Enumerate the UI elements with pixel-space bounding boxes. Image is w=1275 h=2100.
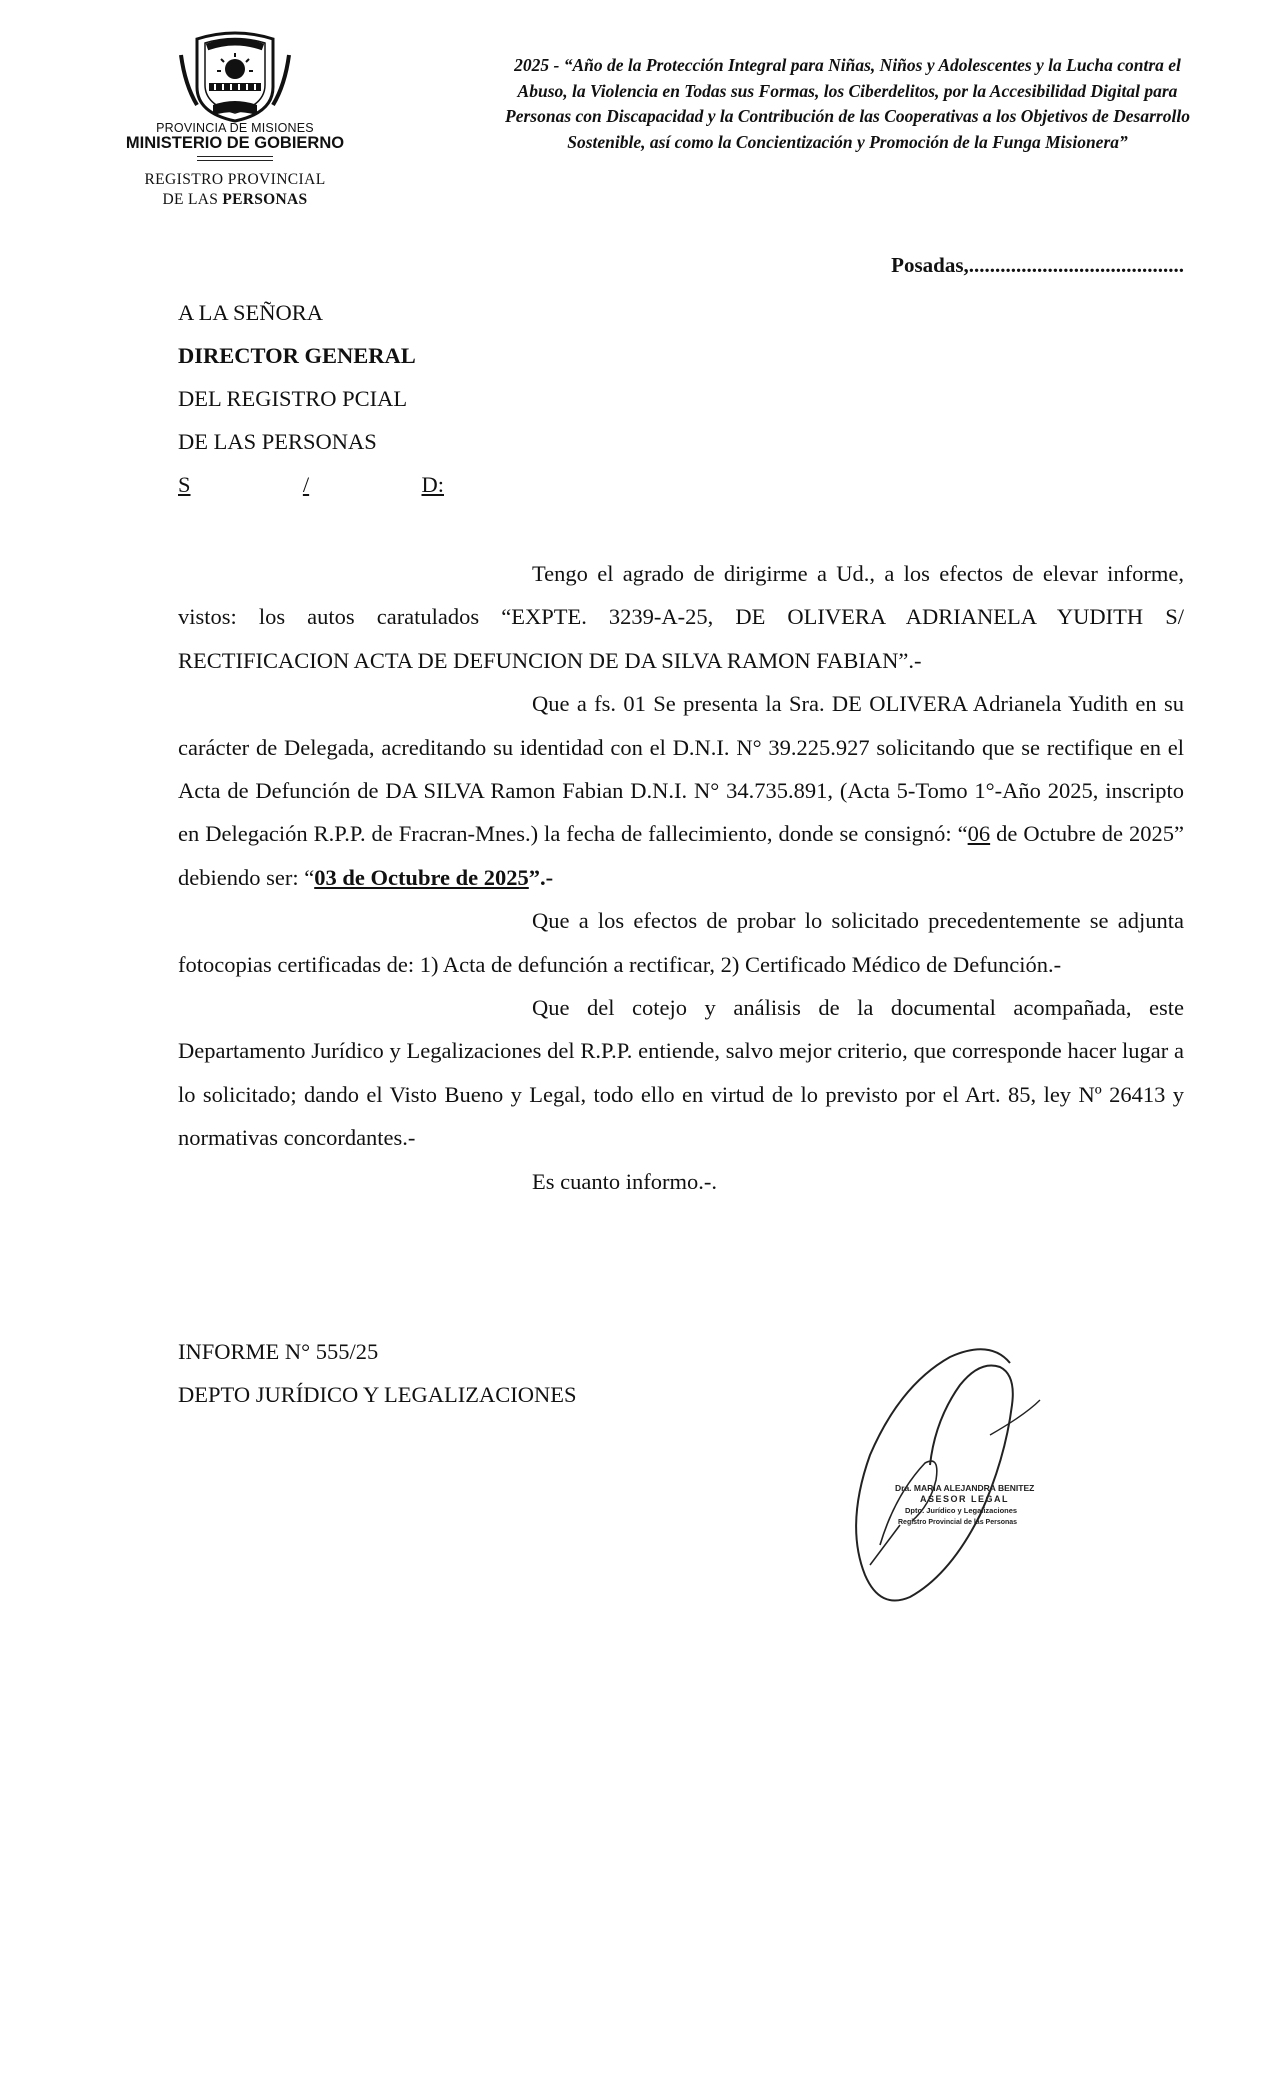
stamp-role: ASESOR LEGAL (920, 1494, 1010, 1504)
org-registry-line1: REGISTRO PROVINCIAL (144, 171, 326, 188)
paragraph-2 (178, 682, 1184, 899)
org-divider (197, 156, 273, 161)
place-date: Posadas,......................................... (891, 253, 1184, 277)
paragraph-5: Es cuanto informo.-. (532, 1168, 717, 1194)
stamp-name: Dra. MARIA ALEJANDRA BENITEZ (895, 1483, 1035, 1493)
org-registry-prefix: DE LAS (162, 191, 223, 208)
org-registry-bold: PERSONAS (222, 191, 308, 208)
motto-text: “Año de la Protección Integral para Niñas, Niños y Adolescentes y la Lucha contra el Abuso, la Violencia en Todas sus Formas, los Ciberdelitos, por la Accesibilidad Digital para Personas con Discapacidad y la Contribución de las Cooperativas a los Objetivos de Desarrollo Sostenible, así como la Concientización y Promoción de la Funga Misionera” (505, 55, 1190, 152)
p2-correct-date: 03 de Octubre de 2025 (314, 864, 529, 890)
motto-year: 2025 - (514, 55, 560, 75)
report-department: DEPTO JURÍDICO Y LEGALIZACIONES (178, 1382, 577, 1407)
letter-body (178, 552, 1184, 1203)
p2-mid: de Octubre de 2025” debiendo ser: “ (178, 821, 1184, 890)
paragraph-3: Que a los efectos de probar lo solicitado precedentemente se adjunta fotocopias certificadas de: 1) Acta de defunción a rectificar, 2) Certificado Médico de Defunción.- (178, 908, 1184, 977)
year-motto (500, 53, 1195, 155)
stamp-registry: Registro Provincial de las Personas (898, 1519, 1018, 1526)
addressee-line1: A LA SEÑORA (178, 300, 324, 325)
p2-wrong-day: 06 (967, 821, 991, 847)
org-province: PROVINCIA DE MISIONES (156, 121, 314, 135)
stamp-dept: Dpto. Jurídico y Legalizaciones (905, 1506, 1018, 1515)
org-registry-line2 (100, 191, 370, 209)
addressee-line4: DE LAS PERSONAS (178, 429, 377, 454)
p2-main: Que a fs. 01 Se presenta la Sra. DE OLIVERA Adrianela Yudith en su carácter de Delegada, acreditando su identidad con el D.N.I. N° 39.225.927 solicitando que se rectifique en el Acta de Defunción de DA SILVA Ramon Fabian D.N.I. N° 34.735.891, (Acta 5-Tomo 1°-Año 2025, inscripto en Delegación R.P.P. de Fracran-Mnes.) la fecha de fallecimiento, donde se consignó: “ (178, 691, 1184, 847)
addressee-line3: DEL REGISTRO PCIAL (178, 386, 408, 411)
signature-stamp (840, 1345, 1060, 1615)
p2-end: ”.- (528, 864, 554, 890)
report-number: INFORME N° 555/25 (178, 1339, 379, 1364)
addressee-s: S (178, 472, 191, 497)
paragraph-1: Tengo el agrado de dirigirme a Ud., a los efectos de elevar informe, vistos: los autos caratulados “EXPTE. 3239-A-25, DE OLIVERA ADRIANELA YUDITH S/ RECTIFICACION ACTA DE DEFUNCION DE DA SILVA RAMON FABIAN”.- (178, 561, 1184, 673)
paragraph-4: Que del cotejo y análisis de la documental acompañada, este Departamento Jurídico y Legalizaciones del R.P.P. entiende, salvo mejor criterio, que corresponde hacer lugar a lo solicitado; dando el Visto Bueno y Legal, todo ello en virtud de lo previsto por el Art. 85, ley Nº 26413 y normativas concordantes.- (178, 995, 1184, 1151)
addressee-d: D: (421, 472, 444, 497)
addressee-sd (178, 472, 444, 498)
province-crest-logo (175, 25, 295, 125)
addressee-title: DIRECTOR GENERAL (178, 343, 416, 368)
org-ministry: MINISTERIO DE GOBIERNO (125, 134, 345, 152)
addressee-slash: / (302, 472, 310, 497)
